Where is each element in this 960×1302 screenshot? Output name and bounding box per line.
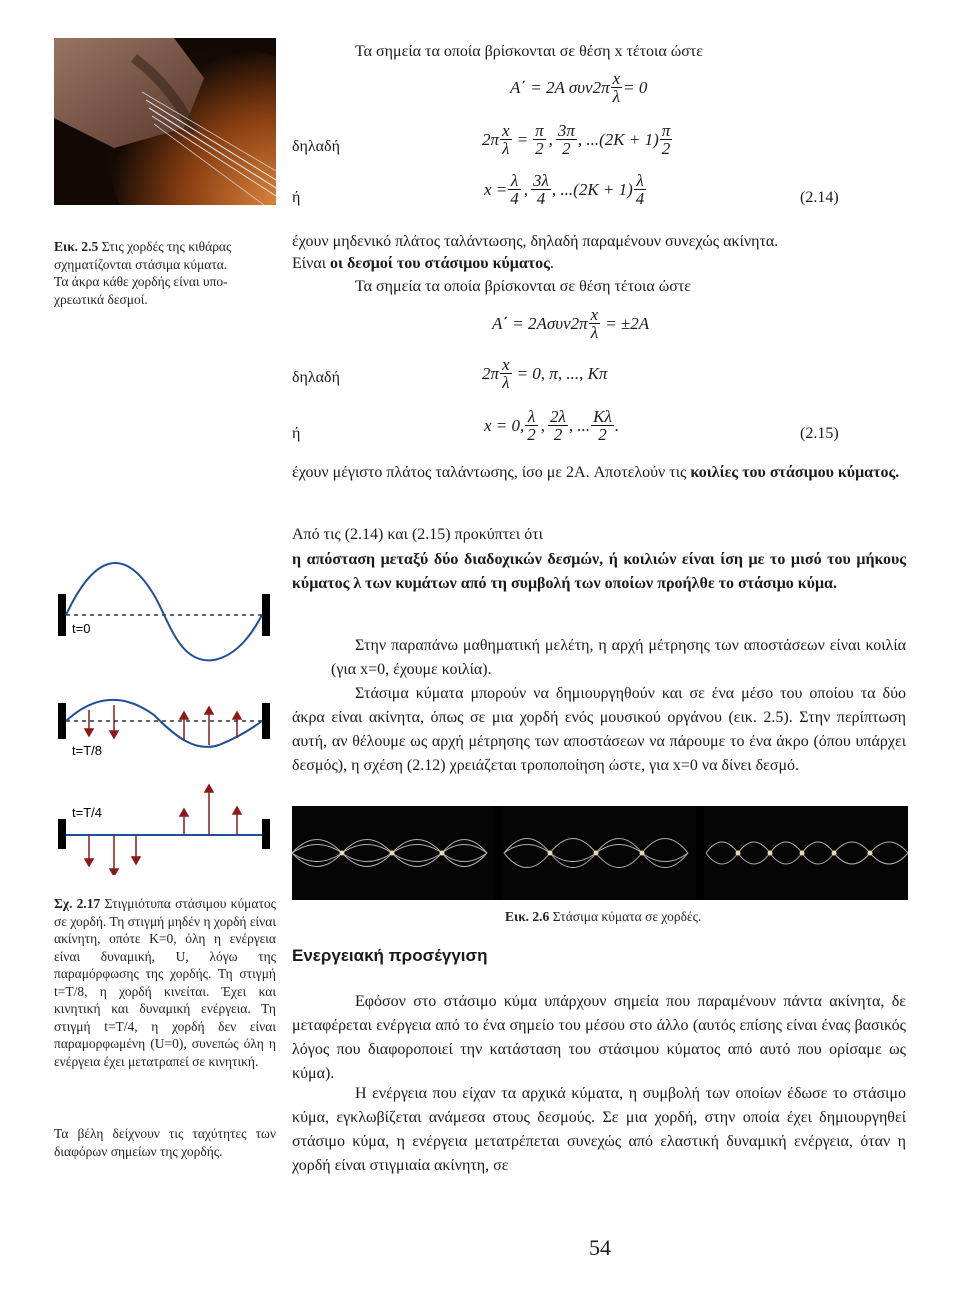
clamp-left-icon (58, 594, 66, 636)
word-dilady-2: δηλαδή (292, 369, 340, 386)
label-t0: t=0 (72, 621, 91, 636)
eq2-f3-num: 3π (557, 121, 575, 140)
fig26-label: Εικ. 2.6 (505, 909, 550, 924)
eq2-mid: , ...(2K + 1) (577, 129, 659, 149)
eq1-den: λ (612, 87, 621, 106)
eq3-f3-num: λ (634, 172, 647, 190)
eq4-lhs: A΄ = 2Aσυν2π (492, 313, 588, 333)
eq5-fraction (500, 356, 512, 391)
eq3-f2-den: 4 (536, 189, 546, 208)
snapshot-t-T4 (58, 785, 270, 875)
eq4-num: x (590, 305, 599, 324)
eq6-lead: x = 0, (484, 415, 525, 435)
eq6-fraction-3 (591, 408, 614, 443)
eq2-fraction-1 (500, 122, 512, 157)
eq3-f3-den: 4 (635, 189, 645, 208)
eq2-equals: = (516, 129, 529, 149)
nodes-text-2a: Είναι (292, 255, 330, 272)
word-i-1: ή (292, 189, 301, 206)
eq3-f1-den: 4 (510, 189, 519, 208)
clamp-right-icon (262, 819, 270, 849)
key-statement: η απόσταση μεταξύ δύο διαδοχικών δεσμών, ή κοιλιών είναι ίση με το μισό του μήκους κύματος λ των κυμάτων από τη συμβολή των οποίων προήλθε το στάσιμο κύμα. (292, 551, 906, 592)
intro-line-2: Τα σημεία τα οποία βρίσκονται σε θέση τέτοια ώστε (355, 278, 692, 295)
word-i-2: ή (292, 425, 301, 442)
eq1-fraction (611, 70, 623, 105)
eq6-f3-num: Kλ (593, 407, 612, 426)
eq3-lead: x = (484, 179, 508, 199)
wave-curve-t-T8 (66, 700, 262, 747)
eq4-rhs: = ±2A (605, 313, 650, 333)
eq2-f4-den: 2 (661, 139, 671, 158)
eq6-mid: , ... (568, 415, 591, 435)
equation-nodes-position: x = $\frac{\lambda}{4}$ , $\frac{3\lambda}{4}$ , ...(2K + 1) $\frac{\lambda}{4}$ (484, 171, 645, 208)
eq2-f2-num: π (535, 121, 544, 140)
eq2-lead: 2π (482, 129, 500, 149)
word-dilady-1: δηλαδή (292, 138, 340, 155)
fig25-line-2: σχηματίζονται στάσιμα κύματα. (54, 256, 228, 272)
label-t-T4: t=T/4 (72, 805, 102, 820)
section-title: Ενεργειακή προσέγγιση (292, 946, 488, 965)
eq2-f3-den: 2 (562, 139, 571, 158)
eq3-f1-num: λ (508, 172, 521, 190)
antinodes-definition: κοιλίες του στάσιμου κύματος. (690, 464, 900, 481)
guitar-photo (54, 38, 276, 205)
eq1-lhs: A΄ = 2A συν2π (510, 77, 610, 97)
paragraph-math-origin: Στην παραπάνω μαθηματική μελέτη, η αρχή μέτρησης των αποστάσεων είναι κοιλία (για x=0, έχουμε κοιλία). (331, 637, 906, 678)
nodes-text-2 (292, 252, 554, 276)
equation-nodes-phase: 2π $\frac{x}{\lambda}$ = $\frac{\pi}{2}$ , $\frac{3\pi}{2}$ , ...(2K + 1) $\frac{\pi}{2}$ (482, 121, 671, 158)
fig25-caption (54, 238, 286, 308)
eq1-rhs: = 0 (623, 77, 648, 97)
eq6-f1-den: 2 (527, 425, 536, 444)
eq5-rhs: = 0, π, ..., Kπ (516, 363, 608, 383)
page-number: 54 (589, 1235, 611, 1260)
nodes-text-1: έχουν μηδενικό πλάτος ταλάντωσης, δηλαδή παραμένουν συνεχώς ακίνητα. (292, 233, 779, 250)
eq1-num: x (612, 69, 621, 88)
fig26-caption (505, 908, 701, 926)
equation-antinodes-phase (482, 356, 607, 391)
eq3-mid: , ...(2K + 1) (551, 179, 633, 199)
antinodes-text (292, 461, 906, 485)
eq2-f1-num: x (502, 121, 510, 140)
paragraph-standing-waves: Στάσιμα κύματα μπορούν να δημιουργηθούν και σε ένα μέσο του οποίου τα δύο άκρα είναι ακίνητα, όπως σε μια χορδή ενός μουσικού οργάνου (εικ. 2.5). Στην περίπτωση αυτή, αν θέλουμε ως αρχή μέτρησης των αποστάσεων να πάρουμε το ένα άκρο (όπου υπάρχει δεσμός), η σχέση (2.12) χρειάζεται τροποποίηση ώστε, για x=0 να δίνει δεσμό. (292, 685, 906, 774)
clamp-right-icon (262, 594, 270, 636)
snapshot-t-T8 (58, 700, 270, 758)
wave-curve-t0 (66, 563, 262, 660)
nodes-text-2c: . (549, 255, 554, 272)
eq3-fraction-1 (508, 172, 521, 207)
eq6-f2-den: 2 (553, 425, 563, 444)
equation-antinodes-position: x = 0, $\frac{\lambda}{2}$ , $\frac{2\lambda}{2}$ , ... $\frac{K\lambda}{2}$ . (484, 407, 620, 444)
eq2-fraction-2 (533, 122, 546, 157)
eq5-den: λ (502, 373, 510, 392)
equation-number-2-15: (2.15) (800, 425, 839, 442)
eq3-f2-num: 3λ (533, 171, 549, 190)
fig217-caption (54, 895, 276, 1070)
clamp-left-icon (58, 703, 66, 739)
eq5-num: x (502, 355, 510, 374)
eq6-fraction-2 (548, 408, 568, 443)
eq4-fraction (589, 306, 601, 341)
eq2-f4-num: π (661, 121, 671, 140)
fig25-line-1: Στις χορδές της κιθάρας (101, 239, 232, 254)
equation-amplitude-max (492, 306, 649, 341)
eq2-f2-den: 2 (535, 139, 544, 158)
eq3-fraction-3 (634, 172, 647, 207)
eq2-f1-den: λ (502, 139, 510, 158)
clamp-right-icon (262, 703, 270, 739)
fig25-label: Εικ. 2.5 (54, 239, 99, 254)
fig217-text: Στιγμιότυπα στάσιμου κύματος σε χορδή. Τη στιγμή μηδέν η χορδή είναι ακίνητη, οπότε K=0, όλη η ενέργεια είναι δυναμική, U, λόγω της παραμόρφωσης της χορδής. Τη στιγμή t=T/8, η χορδή κινείται. Έχει και κινητική και δυναμική ενέργεια. Τη στιγμή t=T/4, η χορδή δεν είναι παραμορφωμένη (U=0), συνεπώς όλη η ενέργεια έχει μετατραπεί σε κινητική. (54, 896, 276, 1069)
nodes-definition: οι δεσμοί του στάσιμου κύματος (330, 255, 550, 272)
fig26-text: Στάσιμα κύματα σε χορδές. (552, 909, 702, 924)
paragraph-energy-2: Η ενέργεια που είχαν τα αρχικά κύματα, η συμβολή των οποίων έδωσε το στάσιμο κύμα, εγκλωβίζεται ανάμεσα στους δεσμούς. Σε μια χορδή, στην οποία έχει δημιουργηθεί στάσιμο κύμα, η ενέργεια μετατρέπεται συνεχώς από ελαστική δυναμική ενέργεια, όταν η χορδή είναι στιγμιαία ακίνητη, σε (292, 1085, 906, 1174)
label-t-T8: t=T/8 (72, 743, 102, 758)
standing-waves-photo (292, 806, 908, 900)
fig25-line-4: χρεωτικά δεσμοί. (54, 291, 148, 307)
eq2-fraction-3 (556, 122, 577, 157)
equation-number-2-14: (2.14) (800, 189, 839, 206)
standing-wave-snapshots (54, 555, 284, 875)
fig217-caption-2: Τα βέλη δείχνουν τις ταχύτητες των διαφόρων σημείων της χορδής. (54, 1126, 276, 1159)
eq6-f2-num: 2λ (550, 407, 566, 426)
eq2-fraction-4 (660, 122, 673, 157)
eq6-f1-num: λ (525, 408, 538, 426)
eq5-lead: 2π (482, 363, 500, 383)
clamp-left-icon (58, 819, 66, 849)
eq3-fraction-2 (531, 172, 551, 207)
eq4-den: λ (590, 323, 599, 342)
intro-line-1: Τα σημεία τα οποία βρίσκονται σε θέση x τέτοια ώστε (355, 43, 704, 60)
eq6-fraction-1 (525, 408, 538, 443)
eq6-f3-den: 2 (598, 425, 607, 444)
from-equations-line: Από τις (2.14) και (2.15) προκύπτει ότι (292, 526, 543, 543)
velocity-arrows-t-T4 (85, 785, 241, 875)
fig25-line-3: Τα άκρα κάθε χορδής είναι υπο- (54, 274, 228, 289)
paragraph-energy-1: Εφόσον στο στάσιμο κύμα υπάρχουν σημεία που παραμένουν πάντα ακίνητα, δε μεταφέρεται ενέργεια από το ένα σημείο του μέσου στο άλλο (αυτός επίσης είναι ένας βασικός λόγος που διαφοροποιεί την κατάσταση του στάσιμου κύματος από αυτό που ορίσαμε ως κύμα). (292, 993, 906, 1082)
guitar-image (54, 38, 276, 205)
snapshot-t0 (58, 563, 270, 660)
string-photos (292, 806, 908, 900)
antinodes-text-a: έχουν μέγιστο πλάτος ταλάντωσης, ίσο με 2A. Αποτελούν τις (292, 464, 691, 481)
equation-amplitude-zero (510, 70, 647, 105)
fig217-label: Σχ. 2.17 (54, 896, 101, 911)
